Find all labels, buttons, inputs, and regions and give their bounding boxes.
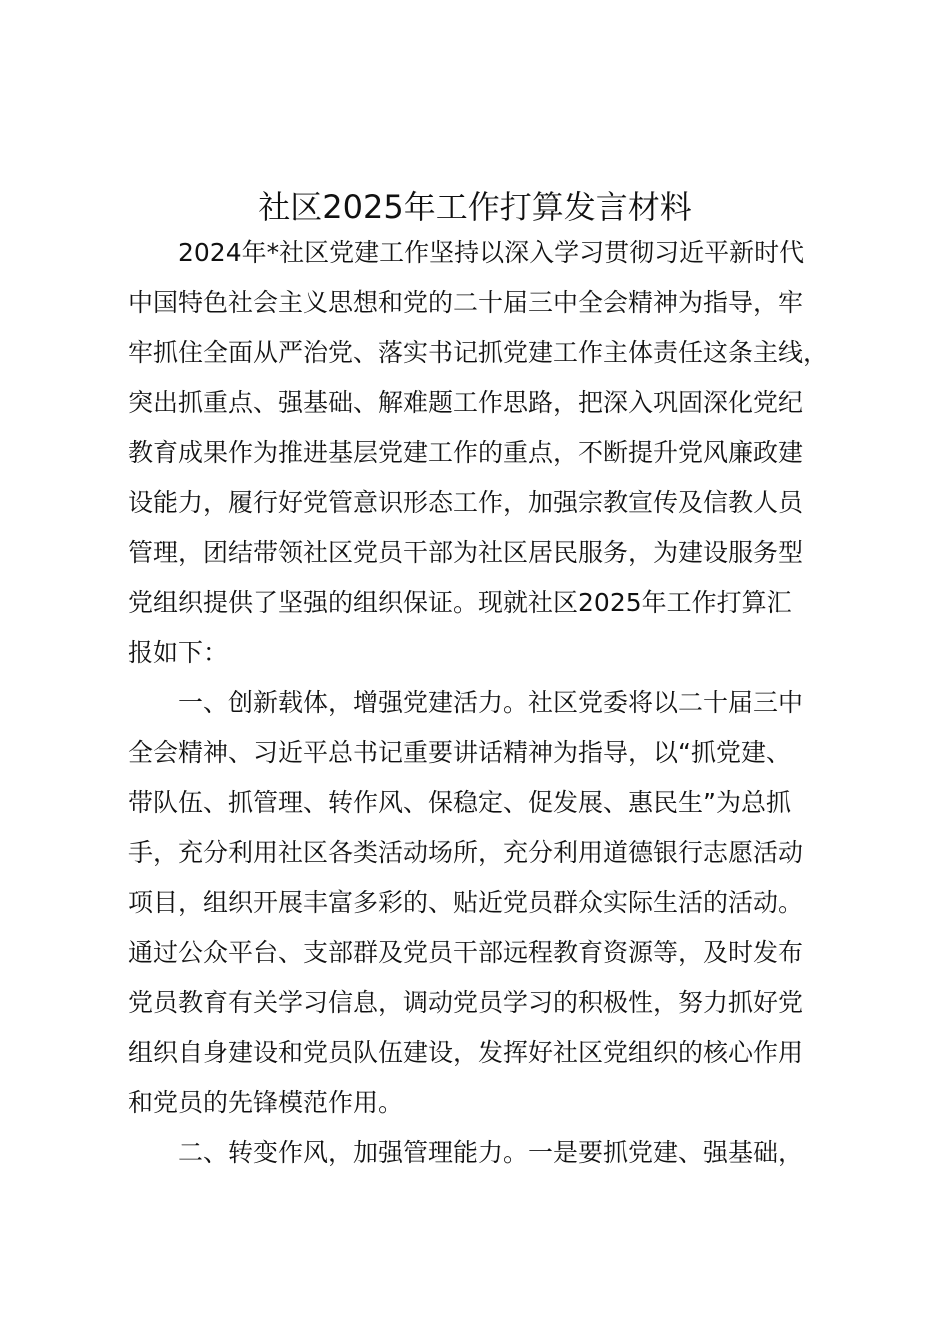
paragraph-line: 全会精神、习近平总书记重要讲话精神为指导，以“抓党建、: [128, 738, 791, 767]
paragraph-line: 2024年*社区党建工作坚持以深入学习贯彻习近平新时代: [178, 238, 805, 267]
paragraph-line: 通过公众平台、支部群及党员干部远程教育资源等，及时发布: [128, 938, 804, 967]
paragraph-line: 和党员的先锋模范作用。: [128, 1088, 404, 1117]
paragraph-line: 牢抓住全面从严治党、落实书记抓党建工作主体责任这条主线，: [128, 338, 829, 367]
paragraph-line: 教育成果作为推进基层党建工作的重点，不断提升党风廉政建: [128, 438, 804, 467]
paragraph-line: 中国特色社会主义思想和党的二十届三中全会精神为指导，牢: [128, 288, 804, 317]
document-title: 社区2025年工作打算发言材料: [258, 188, 692, 226]
paragraph-line: 带队伍、抓管理、转作风、保稳定、促发展、惠民生”为总抓: [128, 788, 791, 817]
paragraph-line: 报如下：: [128, 638, 229, 667]
paragraph-line: 二、转变作风，加强管理能力。一是要抓党建、强基础，: [178, 1138, 804, 1167]
paragraph-line: 党组织提供了坚强的组织保证。现就社区2025年工作打算汇: [128, 588, 792, 617]
paragraph-line: 突出抓重点、强基础、解难题工作思路，把深入巩固深化党纪: [128, 388, 804, 417]
paragraph-line: 组织自身建设和党员队伍建设，发挥好社区党组织的核心作用: [128, 1038, 804, 1067]
paragraph-line: 一、创新载体，增强党建活力。社区党委将以二十届三中: [178, 688, 804, 717]
paragraph-line: 设能力，履行好党管意识形态工作，加强宗教宣传及信教人员: [128, 488, 804, 517]
paragraph-line: 手，充分利用社区各类活动场所，充分利用道德银行志愿活动: [128, 838, 804, 867]
paragraph-line: 管理，团结带领社区党员干部为社区居民服务，为建设服务型: [128, 538, 804, 567]
paragraph-line: 党员教育有关学习信息，调动党员学习的积极性，努力抓好党: [128, 988, 804, 1017]
paragraph-line: 项目，组织开展丰富多彩的、贴近党员群众实际生活的活动。: [128, 888, 804, 917]
